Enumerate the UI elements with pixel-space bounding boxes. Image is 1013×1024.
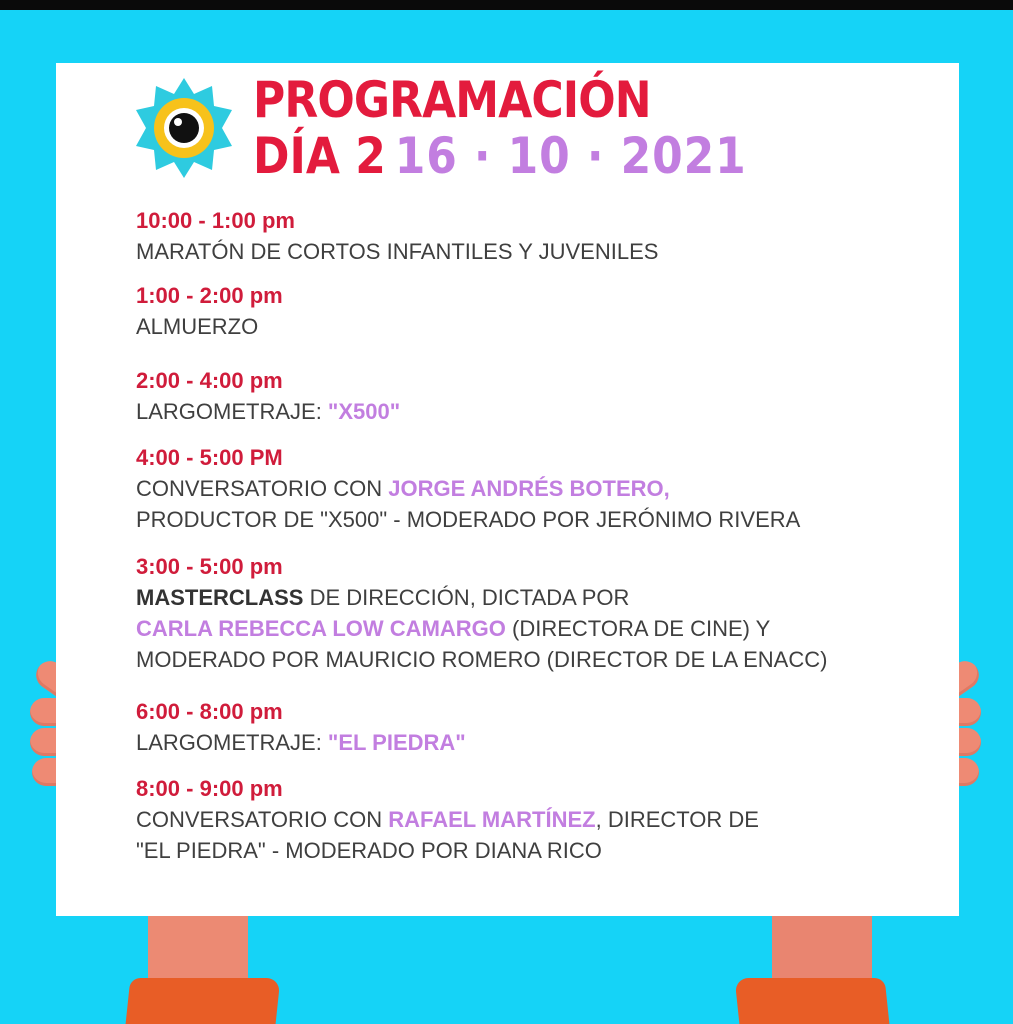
description-rest: DE DIRECCIÓN, DICTADA POR	[303, 585, 630, 610]
schedule-description	[136, 582, 827, 613]
description-suffix: , DIRECTOR DE	[595, 807, 759, 832]
page-title: PROGRAMACIÓN	[253, 71, 651, 129]
description-prefix: LARGOMETRAJE:	[136, 730, 328, 755]
schedule-time: 10:00 - 1:00 pm	[136, 208, 295, 233]
sun-eye-icon	[132, 76, 236, 180]
schedule-item	[136, 365, 400, 427]
day-label: DÍA 2	[253, 127, 386, 185]
description-prefix: CONVERSATORIO CON	[136, 807, 389, 832]
masterclass-label: MASTERCLASS	[136, 585, 304, 610]
schedule-item	[136, 696, 466, 758]
film-title: "EL PIEDRA"	[327, 730, 466, 755]
schedule-time: 6:00 - 8:00 pm	[136, 699, 283, 724]
schedule-description-line2: "EL PIEDRA" - MODERADO POR DIANA RICO	[136, 838, 602, 863]
film-title: "X500"	[327, 399, 401, 424]
day-date-heading	[253, 128, 747, 184]
schedule-description	[136, 727, 466, 758]
schedule-time: 4:00 - 5:00 PM	[136, 445, 283, 470]
guest-name: JORGE ANDRÉS BOTERO	[388, 476, 664, 501]
schedule-item	[136, 551, 827, 675]
event-date: 16 · 10 · 2021	[394, 127, 747, 185]
description-prefix: LARGOMETRAJE:	[136, 399, 328, 424]
schedule-description-line2: PRODUCTOR DE "X500" - MODERADO POR JERÓNIMO RIVERA	[136, 507, 801, 532]
left-sleeve	[126, 978, 281, 1024]
right-sleeve	[735, 978, 890, 1024]
schedule-description	[136, 473, 800, 504]
schedule-item	[136, 205, 658, 267]
schedule-item	[136, 442, 800, 535]
description-prefix: CONVERSATORIO CON	[136, 476, 389, 501]
schedule-description	[136, 804, 759, 835]
guest-name: CARLA REBECCA LOW CAMARGO	[136, 616, 506, 641]
description-suffix: (DIRECTORA DE CINE) Y	[505, 616, 771, 641]
schedule-time: 8:00 - 9:00 pm	[136, 776, 283, 801]
schedule-item	[136, 773, 759, 866]
description-suffix: ,	[663, 476, 670, 501]
schedule-time: 1:00 - 2:00 pm	[136, 283, 283, 308]
schedule-item	[136, 280, 283, 342]
schedule-description	[136, 396, 400, 427]
schedule-description-line3: MODERADO POR MAURICIO ROMERO (DIRECTOR DE LA ENACC)	[136, 647, 828, 672]
schedule-time: 3:00 - 5:00 pm	[136, 554, 283, 579]
schedule-description: MARATÓN DE CORTOS INFANTILES Y JUVENILES	[136, 239, 659, 264]
schedule-description: ALMUERZO	[136, 314, 259, 339]
schedule-description-line2	[136, 613, 827, 644]
guest-name: RAFAEL MARTÍNEZ	[388, 807, 596, 832]
schedule-time: 2:00 - 4:00 pm	[136, 368, 283, 393]
